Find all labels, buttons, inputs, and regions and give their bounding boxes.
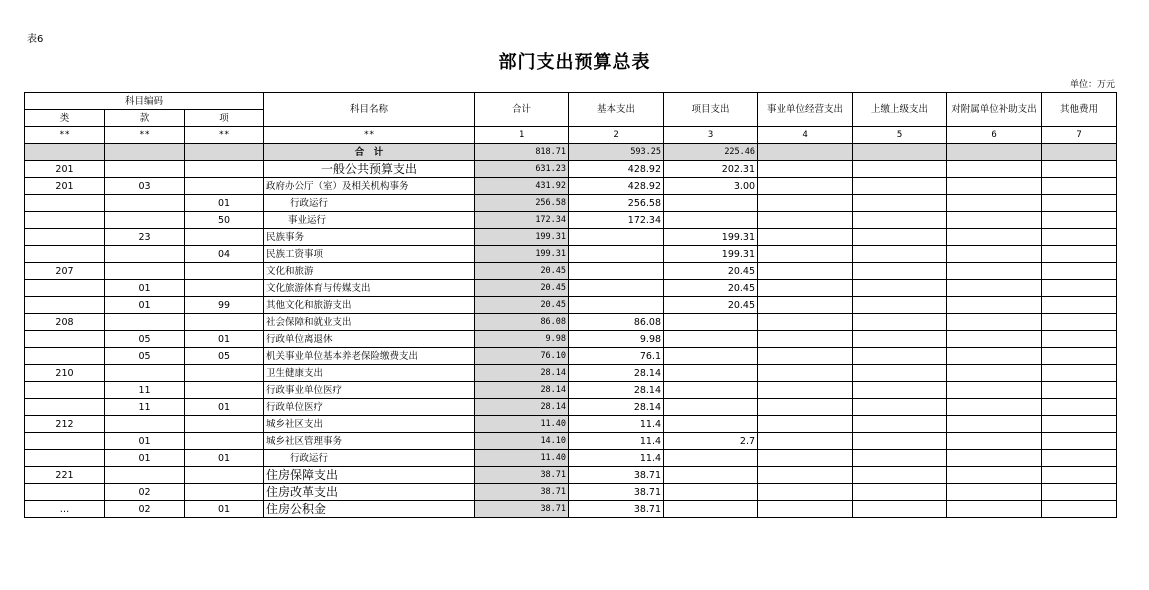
- upper-cell: [853, 416, 947, 433]
- upper-cell: [853, 314, 947, 331]
- lei-cell: [25, 399, 105, 416]
- total-cell: 172.34: [475, 212, 569, 229]
- total-cell: 631.23: [475, 161, 569, 178]
- project-cell: 202.31: [664, 161, 758, 178]
- lei-cell: [25, 212, 105, 229]
- project-cell: [664, 450, 758, 467]
- subject-name-cell: 卫生健康支出: [264, 365, 475, 382]
- total-cell: 431.92: [475, 178, 569, 195]
- subject-name-cell: 机关事业单位基本养老保险缴费支出: [264, 348, 475, 365]
- subject-name-cell: 城乡社区支出: [264, 416, 475, 433]
- kuan-cell: 01: [105, 433, 185, 450]
- business-cell: [758, 348, 853, 365]
- xiang-cell: 01: [185, 501, 264, 518]
- lei-cell: …: [25, 501, 105, 518]
- lei-cell: [25, 484, 105, 501]
- other-cell: [1042, 382, 1117, 399]
- basic-expense-header: 基本支出: [569, 93, 664, 127]
- basic-cell: 76.1: [569, 348, 664, 365]
- empty-cell: [853, 144, 947, 161]
- budget-table: [24, 92, 1117, 518]
- business-cell: [758, 433, 853, 450]
- index-cell: 5: [853, 127, 947, 144]
- basic-cell: 28.14: [569, 365, 664, 382]
- business-cell: [758, 467, 853, 484]
- lei-cell: [25, 280, 105, 297]
- lei-cell: 201: [25, 161, 105, 178]
- kuan-cell: [105, 365, 185, 382]
- subject-name-cell: 行政运行: [264, 450, 475, 467]
- total-basic: 593.25: [569, 144, 664, 161]
- total-cell: 38.71: [475, 467, 569, 484]
- other-cell: [1042, 314, 1117, 331]
- subject-name-cell: 民族工资事项: [264, 246, 475, 263]
- total-cell: 256.58: [475, 195, 569, 212]
- project-cell: 199.31: [664, 246, 758, 263]
- lei-cell: [25, 195, 105, 212]
- xiang-cell: [185, 280, 264, 297]
- lei-cell: 207: [25, 263, 105, 280]
- business-cell: [758, 229, 853, 246]
- upper-cell: [853, 365, 947, 382]
- table-row: [25, 382, 1117, 399]
- other-cell: [1042, 297, 1117, 314]
- basic-cell: 428.92: [569, 178, 664, 195]
- table-row: [25, 416, 1117, 433]
- table-row: [25, 263, 1117, 280]
- lei-cell: 208: [25, 314, 105, 331]
- subject-name-cell: 民族事务: [264, 229, 475, 246]
- project-cell: [664, 365, 758, 382]
- lei-cell: 210: [25, 365, 105, 382]
- business-cell: [758, 297, 853, 314]
- table-row: [25, 433, 1117, 450]
- table-row: [25, 501, 1117, 518]
- upper-cell: [853, 484, 947, 501]
- empty-cell: [947, 144, 1042, 161]
- table-row: [25, 331, 1117, 348]
- upper-cell: [853, 280, 947, 297]
- upper-cell: [853, 331, 947, 348]
- business-cell: [758, 212, 853, 229]
- business-cell: [758, 450, 853, 467]
- xiang-cell: [185, 433, 264, 450]
- table-row: [25, 246, 1117, 263]
- other-cell: [1042, 195, 1117, 212]
- other-cell: [1042, 161, 1117, 178]
- subsidy-cell: [947, 229, 1042, 246]
- empty-cell: [185, 144, 264, 161]
- upper-cell: [853, 348, 947, 365]
- business-cell: [758, 314, 853, 331]
- business-cell: [758, 263, 853, 280]
- header-row-1: [25, 93, 1117, 110]
- subsidy-cell: [947, 416, 1042, 433]
- upper-cell: [853, 229, 947, 246]
- subsidy-cell: [947, 433, 1042, 450]
- total-cell: 20.45: [475, 297, 569, 314]
- business-cell: [758, 399, 853, 416]
- upper-cell: [853, 501, 947, 518]
- lei-cell: [25, 348, 105, 365]
- basic-cell: [569, 297, 664, 314]
- index-cell: **: [105, 127, 185, 144]
- xiang-cell: 01: [185, 195, 264, 212]
- basic-cell: [569, 263, 664, 280]
- total-cell: 11.40: [475, 416, 569, 433]
- subject-name-header: 科目名称: [264, 93, 475, 127]
- xiang-cell: [185, 467, 264, 484]
- subsidy-cell: [947, 382, 1042, 399]
- empty-cell: [105, 144, 185, 161]
- kuan-cell: 02: [105, 484, 185, 501]
- subject-name-cell: 政府办公厅（室）及相关机构事务: [264, 178, 475, 195]
- total-cell: 76.10: [475, 348, 569, 365]
- table-row: [25, 348, 1117, 365]
- total-cell: 86.08: [475, 314, 569, 331]
- total-cell: 20.45: [475, 263, 569, 280]
- index-cell: **: [264, 127, 475, 144]
- upper-cell: [853, 161, 947, 178]
- project-cell: [664, 501, 758, 518]
- business-cell: [758, 246, 853, 263]
- kuan-header: 款: [105, 110, 185, 127]
- subsidy-cell: [947, 348, 1042, 365]
- table-row: [25, 161, 1117, 178]
- upper-cell: [853, 467, 947, 484]
- other-cell: [1042, 365, 1117, 382]
- total-cell: 38.71: [475, 484, 569, 501]
- xiang-cell: [185, 263, 264, 280]
- xiang-cell: 01: [185, 450, 264, 467]
- basic-cell: 86.08: [569, 314, 664, 331]
- total-cell: 20.45: [475, 280, 569, 297]
- index-cell: 6: [947, 127, 1042, 144]
- kuan-cell: [105, 195, 185, 212]
- other-cell: [1042, 467, 1117, 484]
- other-cell: [1042, 501, 1117, 518]
- other-cell: [1042, 178, 1117, 195]
- basic-cell: 38.71: [569, 484, 664, 501]
- subject-code-header: 科目编码: [25, 93, 264, 110]
- total-cell: 14.10: [475, 433, 569, 450]
- xiang-cell: [185, 229, 264, 246]
- kuan-cell: 02: [105, 501, 185, 518]
- kuan-cell: [105, 314, 185, 331]
- lei-header: 类: [25, 110, 105, 127]
- lei-cell: 201: [25, 178, 105, 195]
- project-cell: 20.45: [664, 297, 758, 314]
- subject-name-cell: 文化和旅游: [264, 263, 475, 280]
- upper-cell: [853, 382, 947, 399]
- subsidy-cell: [947, 331, 1042, 348]
- subject-name-cell: 住房改革支出: [264, 484, 475, 501]
- subject-name-cell: 一般公共预算支出: [264, 161, 475, 178]
- basic-cell: 28.14: [569, 399, 664, 416]
- unit-label: 单位：万元: [1069, 80, 1115, 90]
- kuan-cell: 01: [105, 280, 185, 297]
- table-row: [25, 399, 1117, 416]
- subject-name-cell: 文化旅游体育与传媒支出: [264, 280, 475, 297]
- subsidy-cell: [947, 467, 1042, 484]
- data-rows: [25, 161, 1117, 518]
- lei-cell: [25, 450, 105, 467]
- basic-cell: 256.58: [569, 195, 664, 212]
- total-cell: 28.14: [475, 365, 569, 382]
- project-cell: 199.31: [664, 229, 758, 246]
- xiang-cell: 50: [185, 212, 264, 229]
- business-cell: [758, 178, 853, 195]
- other-cell: [1042, 484, 1117, 501]
- subject-name-cell: 行政事业单位医疗: [264, 382, 475, 399]
- project-cell: 20.45: [664, 263, 758, 280]
- other-cell: [1042, 399, 1117, 416]
- xiang-cell: 04: [185, 246, 264, 263]
- subsidy-cell: [947, 450, 1042, 467]
- total-cell: 38.71: [475, 501, 569, 518]
- kuan-cell: [105, 263, 185, 280]
- total-project: 225.46: [664, 144, 758, 161]
- business-cell: [758, 331, 853, 348]
- subsidy-header: 对附属单位补助支出: [947, 93, 1042, 127]
- subject-name-cell: 住房公积金: [264, 501, 475, 518]
- kuan-cell: [105, 161, 185, 178]
- index-cell: **: [185, 127, 264, 144]
- other-cell: [1042, 348, 1117, 365]
- project-cell: [664, 195, 758, 212]
- kuan-cell: 11: [105, 382, 185, 399]
- business-cell: [758, 382, 853, 399]
- kuan-cell: 11: [105, 399, 185, 416]
- empty-cell: [25, 144, 105, 161]
- other-cell: [1042, 450, 1117, 467]
- subsidy-cell: [947, 161, 1042, 178]
- total-header: 合计: [475, 93, 569, 127]
- project-cell: [664, 314, 758, 331]
- subject-name-cell: 社会保障和就业支出: [264, 314, 475, 331]
- basic-cell: 9.98: [569, 331, 664, 348]
- subsidy-cell: [947, 212, 1042, 229]
- lei-cell: 212: [25, 416, 105, 433]
- subsidy-cell: [947, 501, 1042, 518]
- business-cell: [758, 195, 853, 212]
- xiang-cell: [185, 382, 264, 399]
- other-cell: [1042, 416, 1117, 433]
- upper-cell: [853, 399, 947, 416]
- total-label: 合 计: [264, 144, 475, 161]
- basic-cell: 11.4: [569, 416, 664, 433]
- xiang-cell: [185, 365, 264, 382]
- table-row: [25, 365, 1117, 382]
- lei-cell: [25, 297, 105, 314]
- project-cell: [664, 382, 758, 399]
- basic-cell: 11.4: [569, 433, 664, 450]
- basic-cell: [569, 280, 664, 297]
- subsidy-cell: [947, 246, 1042, 263]
- upper-cell: [853, 450, 947, 467]
- other-cell: [1042, 263, 1117, 280]
- total-cell: 199.31: [475, 246, 569, 263]
- business-cell: [758, 280, 853, 297]
- index-cell: 4: [758, 127, 853, 144]
- lei-cell: [25, 433, 105, 450]
- kuan-cell: 01: [105, 297, 185, 314]
- basic-cell: 11.4: [569, 450, 664, 467]
- business-cell: [758, 161, 853, 178]
- business-cell: [758, 484, 853, 501]
- index-cell: 3: [664, 127, 758, 144]
- total-cell: 11.40: [475, 450, 569, 467]
- project-cell: [664, 484, 758, 501]
- lei-cell: [25, 246, 105, 263]
- table-row: [25, 450, 1117, 467]
- basic-cell: 428.92: [569, 161, 664, 178]
- subject-name-cell: 城乡社区管理事务: [264, 433, 475, 450]
- basic-cell: 38.71: [569, 501, 664, 518]
- total-cell: 9.98: [475, 331, 569, 348]
- table-row: [25, 467, 1117, 484]
- table-row: [25, 212, 1117, 229]
- lei-cell: 221: [25, 467, 105, 484]
- xiang-header: 项: [185, 110, 264, 127]
- business-cell: [758, 416, 853, 433]
- business-cell: [758, 365, 853, 382]
- kuan-cell: 03: [105, 178, 185, 195]
- basic-cell: 172.34: [569, 212, 664, 229]
- table-row: [25, 314, 1117, 331]
- subject-name-cell: 行政单位医疗: [264, 399, 475, 416]
- table-number: 表6: [27, 34, 44, 45]
- other-cell: [1042, 212, 1117, 229]
- lei-cell: [25, 331, 105, 348]
- basic-cell: 28.14: [569, 382, 664, 399]
- lei-cell: [25, 382, 105, 399]
- subsidy-cell: [947, 263, 1042, 280]
- kuan-cell: [105, 467, 185, 484]
- project-cell: 2.7: [664, 433, 758, 450]
- table-row: [25, 195, 1117, 212]
- table-row: [25, 229, 1117, 246]
- business-cell: [758, 501, 853, 518]
- upper-cell: [853, 178, 947, 195]
- project-cell: [664, 212, 758, 229]
- subject-name-cell: 行政单位离退休: [264, 331, 475, 348]
- project-cell: 3.00: [664, 178, 758, 195]
- upper-cell: [853, 297, 947, 314]
- subsidy-cell: [947, 280, 1042, 297]
- index-cell: 2: [569, 127, 664, 144]
- upper-cell: [853, 433, 947, 450]
- xiang-cell: 05: [185, 348, 264, 365]
- index-cell: 1: [475, 127, 569, 144]
- index-row: [25, 127, 1117, 144]
- upper-payment-header: 上缴上级支出: [853, 93, 947, 127]
- xiang-cell: 01: [185, 331, 264, 348]
- upper-cell: [853, 195, 947, 212]
- subsidy-cell: [947, 178, 1042, 195]
- upper-cell: [853, 263, 947, 280]
- kuan-cell: [105, 416, 185, 433]
- basic-cell: 38.71: [569, 467, 664, 484]
- subject-name-cell: 其他文化和旅游支出: [264, 297, 475, 314]
- empty-cell: [758, 144, 853, 161]
- xiang-cell: 99: [185, 297, 264, 314]
- subsidy-cell: [947, 297, 1042, 314]
- project-cell: [664, 399, 758, 416]
- project-cell: [664, 467, 758, 484]
- project-expense-header: 项目支出: [664, 93, 758, 127]
- subsidy-cell: [947, 399, 1042, 416]
- upper-cell: [853, 246, 947, 263]
- upper-cell: [853, 212, 947, 229]
- other-cell: [1042, 280, 1117, 297]
- total-row: [25, 144, 1117, 161]
- subsidy-cell: [947, 314, 1042, 331]
- subject-name-cell: 住房保障支出: [264, 467, 475, 484]
- index-cell: 7: [1042, 127, 1117, 144]
- total-cell: 28.14: [475, 399, 569, 416]
- xiang-cell: [185, 178, 264, 195]
- table-row: [25, 297, 1117, 314]
- xiang-cell: [185, 314, 264, 331]
- kuan-cell: 01: [105, 450, 185, 467]
- subsidy-cell: [947, 195, 1042, 212]
- other-cell: [1042, 433, 1117, 450]
- project-cell: [664, 331, 758, 348]
- subsidy-cell: [947, 484, 1042, 501]
- xiang-cell: [185, 416, 264, 433]
- index-cell: **: [25, 127, 105, 144]
- other-cell: [1042, 246, 1117, 263]
- basic-cell: [569, 229, 664, 246]
- xiang-cell: [185, 484, 264, 501]
- subsidy-cell: [947, 365, 1042, 382]
- total-cell: 28.14: [475, 382, 569, 399]
- business-expense-header: 事业单位经营支出: [758, 93, 853, 127]
- subject-name-cell: 行政运行: [264, 195, 475, 212]
- other-cell: [1042, 331, 1117, 348]
- kuan-cell: 05: [105, 348, 185, 365]
- kuan-cell: 23: [105, 229, 185, 246]
- kuan-cell: 05: [105, 331, 185, 348]
- kuan-cell: [105, 212, 185, 229]
- project-cell: [664, 416, 758, 433]
- empty-cell: [1042, 144, 1117, 161]
- xiang-cell: 01: [185, 399, 264, 416]
- kuan-cell: [105, 246, 185, 263]
- subject-name-cell: 事业运行: [264, 212, 475, 229]
- page-title: 部门支出预算总表: [498, 52, 651, 73]
- other-cell: [1042, 229, 1117, 246]
- xiang-cell: [185, 161, 264, 178]
- other-expense-header: 其他费用: [1042, 93, 1117, 127]
- table-row: [25, 280, 1117, 297]
- total-amount: 818.71: [475, 144, 569, 161]
- table-row: [25, 178, 1117, 195]
- table-row: [25, 484, 1117, 501]
- project-cell: 20.45: [664, 280, 758, 297]
- project-cell: [664, 348, 758, 365]
- lei-cell: [25, 229, 105, 246]
- basic-cell: [569, 246, 664, 263]
- total-cell: 199.31: [475, 229, 569, 246]
